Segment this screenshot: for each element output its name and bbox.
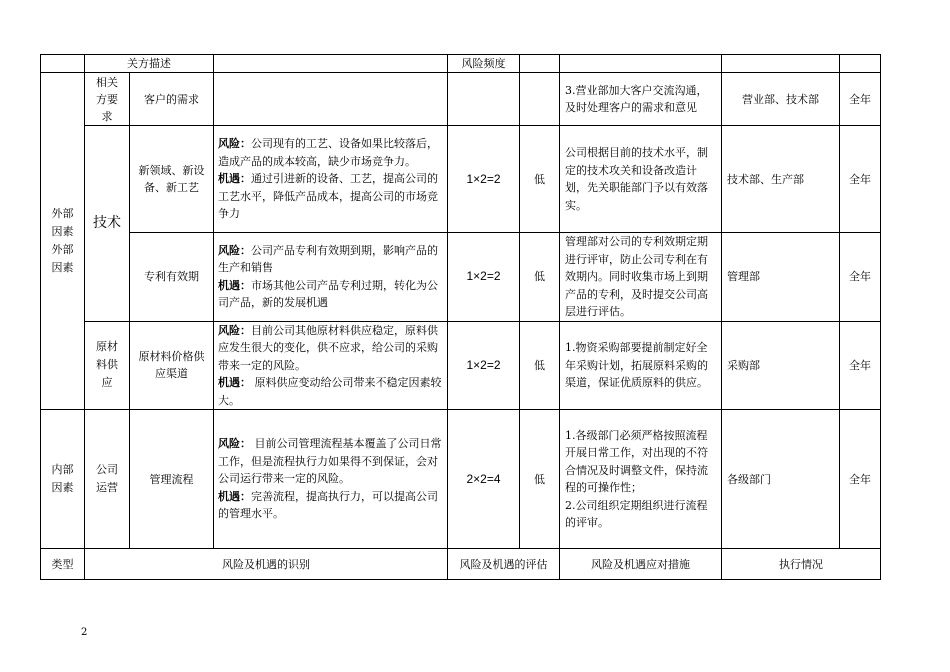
page-number: 2 [81, 627, 88, 638]
opportunity-label: 机遇： [218, 489, 251, 503]
header-execute: 执行情况 [722, 549, 881, 580]
score-cell: 1×2=2 [448, 321, 520, 410]
risk-text: 公司产品专利有效期到期，影响产品的生产和销售 [218, 243, 438, 275]
measure-cell [560, 410, 722, 549]
description-cell [214, 321, 448, 410]
description-cell [214, 73, 448, 126]
group-internal: 内部因素 [41, 410, 85, 549]
risk-table [40, 54, 881, 580]
measure-cell: 1.物资采购部要提前制定好全年采购计划，拓展原料采购的渠道，保证优质原料的供应。 [560, 321, 722, 410]
risk-text: 目前公司管理流程基本覆盖了公司日常工作，但是流程执行力如果得不到保证，会对公司运行带来一定的风险。 [218, 437, 442, 486]
table-row [41, 126, 881, 233]
dept-cell: 技术部、生产部 [722, 126, 840, 233]
opportunity-text: 原料供应变动给公司带来不稳定因素较大。 [218, 376, 442, 407]
description-cell [214, 126, 448, 233]
opportunity-text: 通过引进新的设备、工艺，提高公司的工艺水平，降低产品成本，提高公司的市场竞争力 [218, 172, 438, 221]
risk-text: 公司现有的工艺、设备如果比较落后，造成产品的成本较高，缺少市场竞争力。 [218, 137, 438, 168]
subcategory-cell: 公司运营 [85, 410, 130, 549]
period-cell: 全年 [840, 233, 881, 322]
opportunity-text: 完善流程，提高执行力，可以提高公司的管理水平。 [218, 489, 438, 521]
opportunity-label: 机遇： [218, 172, 251, 186]
period-cell: 全年 [840, 321, 881, 410]
group-external: 外部因素外部因素 [41, 73, 85, 410]
subcategory-cell: 相关方要求 [85, 73, 130, 126]
dept-cell: 各级部门 [722, 410, 840, 549]
risk-label: 风险： [218, 137, 251, 151]
dept-cell: 管理部 [722, 233, 840, 322]
level-cell [520, 73, 560, 126]
measure-cell: 3.营业部加大客户交流沟通，及时处理客户的需求和意见 [560, 73, 722, 126]
header-evaluate: 风险及机遇的评估 [448, 549, 560, 580]
opportunity-label: 机遇： [218, 376, 251, 389]
score-cell: 1×2=2 [448, 233, 520, 322]
item-cell: 管理流程 [130, 410, 214, 549]
item-cell: 新领域、新设备、新工艺 [130, 126, 214, 233]
header-type: 类型 [41, 549, 85, 580]
measure-cell: 管理部对公司的专利效期定期进行评审，防止公司专利在有效期内。同时收集市场上到期产品的专利，及时提交公司高层进行评估。 [560, 233, 722, 322]
item-cell: 专利有效期 [130, 233, 214, 322]
measure-cell: 公司根据目前的技术水平，制定的技术攻关和设备改造计划，先关职能部门予以有效落实。 [560, 126, 722, 233]
level-cell: 低 [520, 410, 560, 549]
opportunity-text: 市场其他公司产品专利过期，转化为公司产品，新的发展机遇 [218, 278, 438, 310]
table-row [41, 410, 881, 549]
level-cell: 低 [520, 321, 560, 410]
measure-item: 1.各级部门必须严格按照流程开展日常工作，对出现的不符合情况及时调整文件，保持流程的可操作性； [565, 428, 708, 494]
score-cell [448, 73, 520, 126]
subcategory-cell: 技术 [85, 126, 130, 322]
description-cell [214, 233, 448, 322]
description-cell [214, 410, 448, 549]
header-row-bottom [41, 549, 881, 580]
item-cell: 客户的需求 [130, 73, 214, 126]
table-row [41, 73, 881, 126]
measure-item: 2.公司组织定期组织进行流程的评审。 [565, 498, 708, 529]
level-cell: 低 [520, 126, 560, 233]
period-cell: 全年 [840, 126, 881, 233]
level-cell: 低 [520, 233, 560, 322]
header-response: 风险及机遇应对措施 [560, 549, 722, 580]
header-row-top [41, 55, 881, 73]
period-cell: 全年 [840, 73, 881, 126]
dept-cell: 采购部 [722, 321, 840, 410]
header-identify: 风险及机遇的识别 [85, 549, 448, 580]
score-cell: 2×2=4 [448, 410, 520, 549]
header-cell-blank [520, 55, 560, 73]
period-cell: 全年 [840, 410, 881, 549]
table-row [41, 233, 881, 322]
table-row [41, 321, 881, 410]
item-cell: 原材料价格供应渠道 [130, 321, 214, 410]
risk-label: 风险： [218, 243, 251, 257]
header-cell-blank [722, 55, 840, 73]
dept-cell: 营业部、技术部 [722, 73, 840, 126]
header-desc: 关方描述 [85, 55, 214, 73]
score-cell: 1×2=2 [448, 126, 520, 233]
risk-text: 目前公司其他原材料供应稳定，原料供应发生很大的变化，供不应求，给公司的采购带来一定的风险。 [218, 323, 438, 372]
risk-label: 风险： [218, 323, 251, 337]
header-cell-blank [214, 55, 448, 73]
header-cell-blank [840, 55, 881, 73]
header-cell-blank [560, 55, 722, 73]
subcategory-cell: 原材料供应 [85, 321, 130, 410]
opportunity-label: 机遇： [218, 278, 251, 292]
risk-label: 风险： [218, 437, 251, 451]
header-freq: 风险频度 [448, 55, 520, 73]
header-cell-blank [41, 55, 85, 73]
